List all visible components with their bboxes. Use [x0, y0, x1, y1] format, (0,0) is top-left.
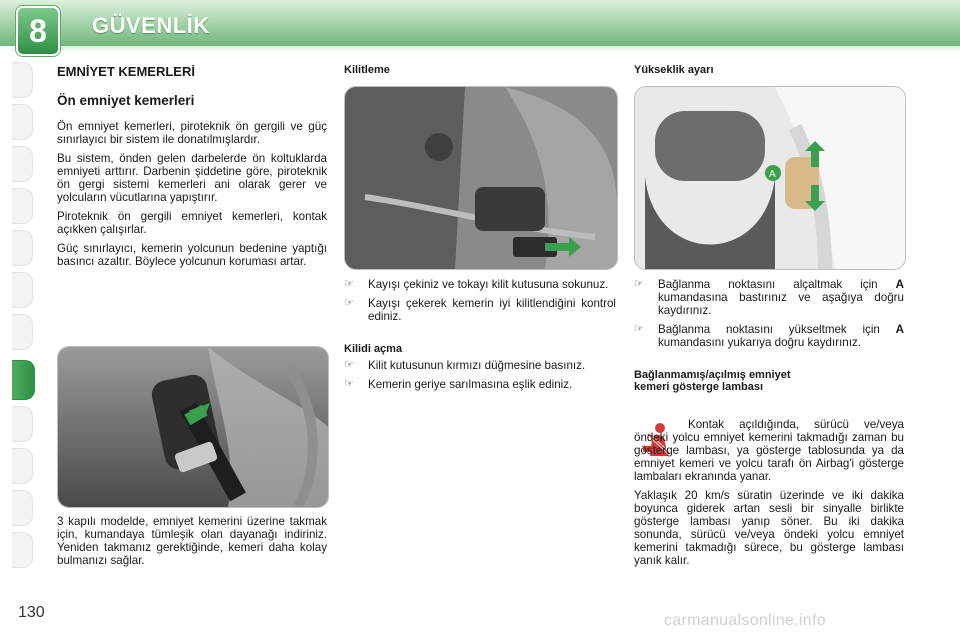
warning-description-2: Yaklaşık 20 km/s süratin üzerinde ve iki dakika boyunca giderek artan sesli bir sinyalle birlikte gösterge lambası yanıp söner. Bu iki dakika sonunda, sürücü ve/veya öndeki yolcu emniyet kemerini takmadığı sürece, bu gösterge lambası yanık kalır.	[634, 489, 904, 567]
photo-caption-block	[57, 515, 327, 573]
photo-seatbelt-guide	[57, 346, 329, 508]
warning-text-block	[634, 418, 904, 573]
pointing-hand-icon: ☞	[344, 359, 354, 371]
height-step-raise: ☞ Bağlanma noktasını yükseltmek için A kumandasını yukarıya doğru kaydırınız.	[634, 323, 904, 349]
pointing-hand-icon: ☞	[634, 323, 644, 335]
section-title: EMNİYET KEMERLERİ	[57, 64, 195, 79]
chapter-tab[interactable]	[12, 490, 33, 526]
locking-title: Kilitleme	[344, 64, 390, 76]
chapter-tab-active[interactable]	[12, 360, 35, 400]
seatbelt-guide-illustration	[58, 347, 328, 507]
pointing-hand-icon: ☞	[344, 378, 354, 390]
chapter-tab[interactable]	[12, 314, 33, 350]
height-adjust-illustration	[635, 87, 905, 269]
middle-column	[344, 278, 616, 397]
chapter-tab[interactable]	[12, 230, 33, 266]
pointing-hand-icon: ☞	[344, 297, 354, 309]
locking-step: ☞ Kayışı çekerek kemerin iyi kilitlendiğini kontrol ediniz.	[344, 297, 616, 323]
chapter-tab[interactable]	[12, 272, 33, 308]
chapter-tab[interactable]	[12, 62, 33, 98]
chapter-tab[interactable]	[12, 532, 33, 568]
unlock-step: ☞ Kilit kutusunun kırmızı düğmesine basınız.	[344, 359, 586, 372]
left-column	[57, 64, 327, 274]
right-column-header	[634, 64, 904, 76]
pointing-hand-icon: ☞	[634, 278, 644, 290]
middle-column-header	[344, 64, 616, 76]
chapter-tab[interactable]	[12, 104, 33, 140]
subsection-title: Ön emniyet kemerleri	[57, 93, 195, 108]
height-adjust-title: Yükseklik ayarı	[634, 64, 714, 76]
chapter-number-badge: 8	[16, 6, 60, 56]
paragraph: Bu sistem, önden gelen darbelerde ön koltuklarda emniyeti arttırır. Darbenin şiddetine göre, piroteknik ön gergi sistemi kemerleri ani olarak gerer ve yolcuların vücutlarına yapıştırır.	[57, 152, 327, 204]
chapter-header	[0, 0, 960, 60]
header-shadow	[60, 46, 960, 52]
paragraph: Ön emniyet kemerleri, piroteknik ön gergili ve güç sınırlayıcı bir sistem ile donatılmışlardır.	[57, 120, 327, 146]
svg-text:A: A	[769, 169, 776, 180]
paragraph: Güç sınırlayıcı, kemerin yolcunun bedenine yaptığı basıncı azaltır. Böylece yolcunun koruması artar.	[57, 242, 327, 268]
chapter-tab[interactable]	[12, 406, 33, 442]
pointing-hand-icon: ☞	[344, 278, 354, 290]
height-step-lower: ☞ Bağlanma noktasını alçaltmak için A kumandasına bastırınız ve aşağıya doğru kaydırınız.	[634, 278, 904, 317]
right-column	[634, 278, 904, 393]
chapter-tab[interactable]	[12, 146, 33, 182]
locking-step: ☞ Kayışı çekiniz ve tokayı kilit kutusuna sokunuz.	[344, 278, 609, 291]
watermark: carmanualsonline.info	[664, 612, 826, 629]
photo-height-adjust	[634, 86, 906, 270]
unlock-step: ☞ Kemerin geriye sarılmasına eşlik ediniz.	[344, 378, 573, 391]
chapter-tab[interactable]	[12, 188, 33, 224]
paragraph: Piroteknik ön gergili emniyet kemerleri, kontak açıkken çalışırlar.	[57, 210, 327, 236]
warning-title: Bağlanmamış/açılmış emniyet kemeri gösterge lambası	[634, 369, 791, 393]
page-number: 130	[18, 604, 45, 621]
chapter-tab[interactable]	[12, 448, 33, 484]
buckle-locking-illustration	[345, 87, 617, 269]
warning-description: Kontak açıldığında, sürücü ve/veya öndeki yolcu emniyet kemerini takmadığı zaman bu gösterge lambası, ya gösterge tablosunda ya da emniyet kemeri ve yolcu tarafı ön Airbag'i gösterge lambaları ekranında yanar.	[634, 418, 904, 483]
unlock-title: Kilidi açma	[344, 343, 403, 355]
chapter-title: GÜVENLİK	[92, 13, 210, 38]
chapter-tabs	[0, 62, 34, 582]
photo-caption: 3 kapılı modelde, emniyet kemerini üzerine takmak için, kumandaya tümleşik olan dayanağı indiriniz. Yeniden takmanız gerektiğinde, kemeri daha kolay bulmanızı sağlar.	[57, 515, 327, 567]
photo-buckle-locking	[344, 86, 618, 270]
